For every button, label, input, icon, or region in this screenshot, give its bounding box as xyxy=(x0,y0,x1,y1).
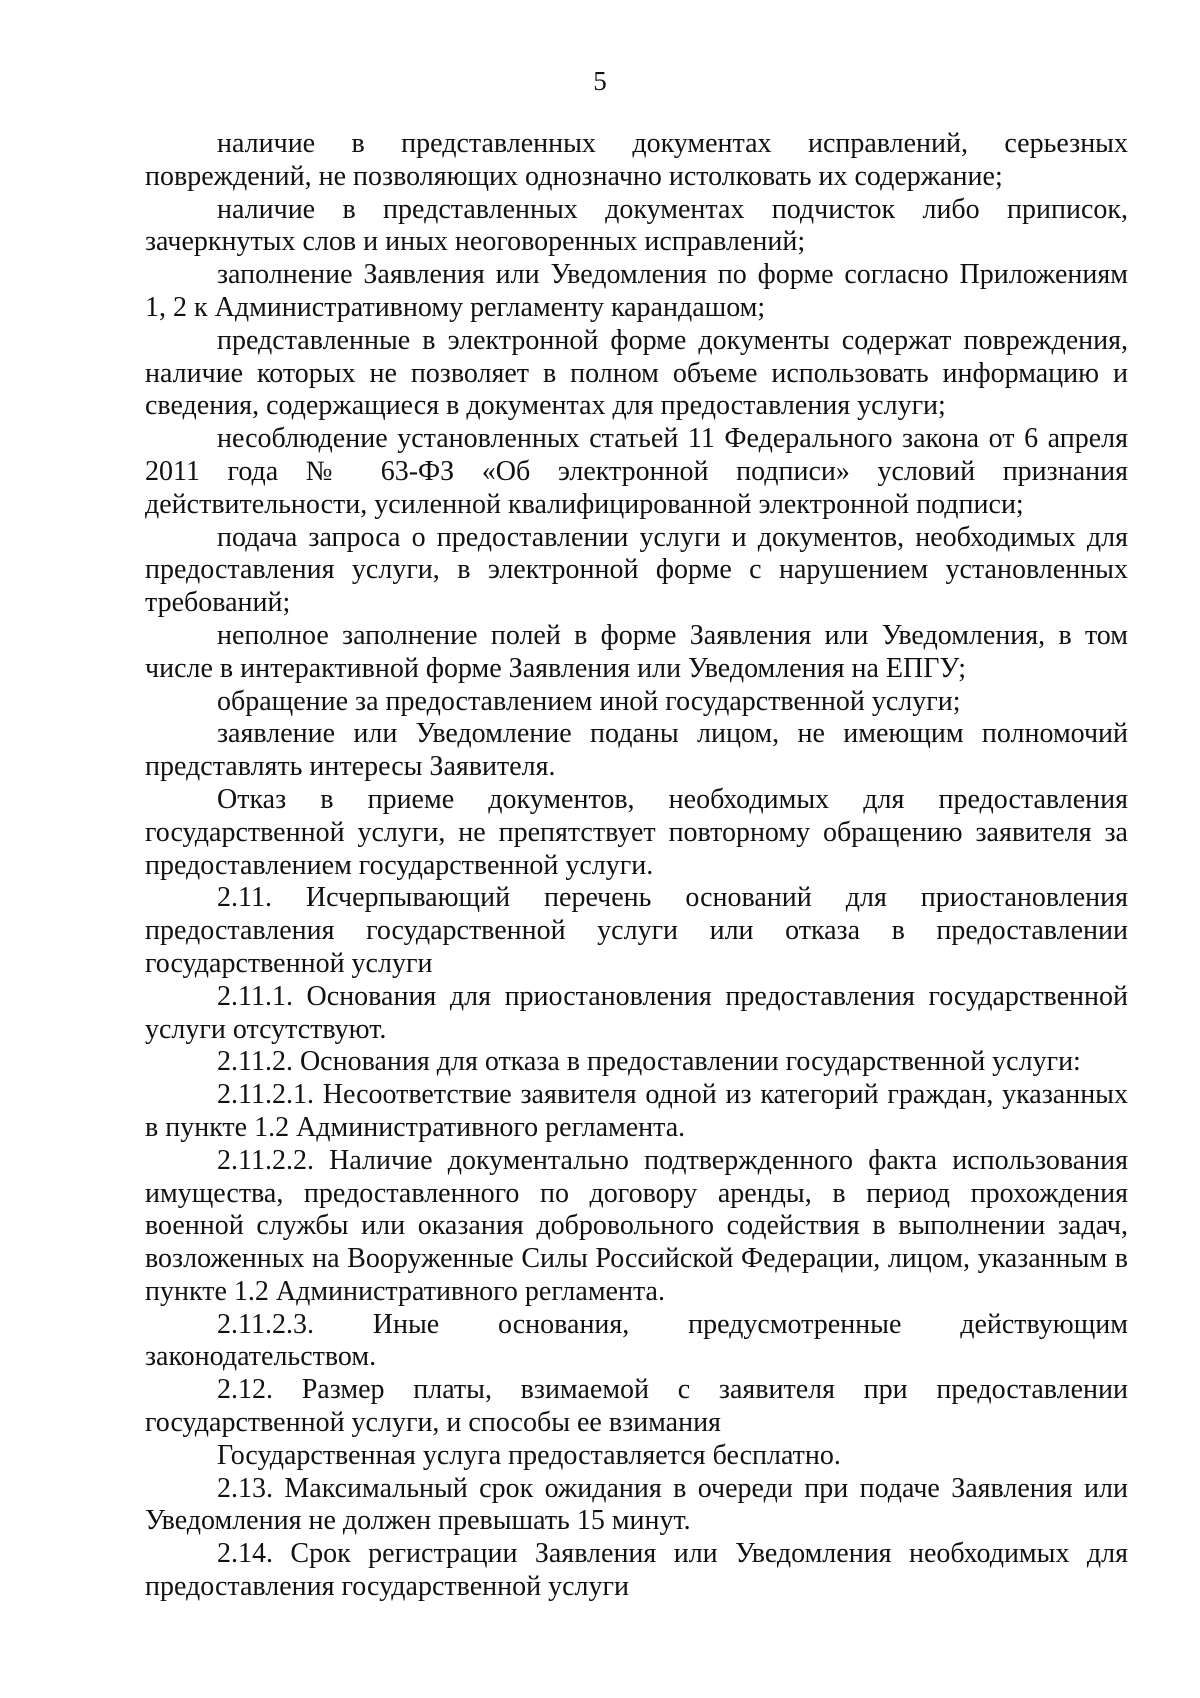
paragraph: представленные в электронной форме документы содержат повреждения, наличие которых не позволяет в полном объеме использовать информацию и сведения, содержащиеся в документах для предоставления услуги; xyxy=(145,324,1128,422)
section-heading: 2.14. Срок регистрации Заявления или Уведомления необходимых для предоставления государственной услуги xyxy=(145,1538,1128,1603)
paragraph: заполнение Заявления или Уведомления по форме согласно Приложениям 1, 2 к Административному регламенту карандашом; xyxy=(145,259,1128,323)
paragraph: неполное заполнение полей в форме Заявления или Уведомления, в том числе в интерактивной форме Заявления или Уведомления на ЕПГУ; xyxy=(145,619,1128,684)
paragraph: наличие в представленных документах подчисток либо приписок, зачеркнутых слов и иных неоговоренных исправлений; xyxy=(145,193,1128,258)
paragraph: обращение за предоставлением иной государственной услуги; xyxy=(217,685,961,717)
section-heading: 2.11. Исчерпывающий перечень оснований для приостановления предоставления государственной услуги или отказа в предоставлении государственной услуги xyxy=(145,882,1128,979)
paragraph: Государственная услуга предоставляется бесплатно. xyxy=(217,1439,841,1471)
paragraph: 2.11.2. Основания для отказа в предоставлении государственной услуги: xyxy=(217,1046,1081,1078)
paragraph: 2.11.2.1. Несоответствие заявителя одной из категорий граждан, указанных в пункте 1.2 Административного регламента. xyxy=(145,1079,1128,1143)
paragraph: 2.11.2.2. Наличие документально подтвержденного факта использования имущества, предоставленного по договору аренды, в период прохождения военной службы или оказания добровольного содействия в выполнении задач, возложенных на Вооруженные Силы Российской Федерации, лицом, указанным в пункте 1.2 Административного регламента. xyxy=(145,1144,1128,1307)
section-heading: 2.12. Размер платы, взимаемой с заявителя при предоставлении государственной услуги, и способы ее взимания xyxy=(145,1374,1128,1439)
document-body xyxy=(145,128,1128,1604)
paragraph: 2.11.1. Основания для приостановления предоставления государственной услуги отсутствуют. xyxy=(145,980,1128,1045)
paragraph: наличие в представленных документах исправлений, серьезных повреждений, не позволяющих однозначно истолковать их содержание; xyxy=(145,128,1128,192)
page-number: 5 xyxy=(593,66,607,96)
paragraph: несоблюдение установленных статьей 11 Федерального закона от 6 апреля 2011 года № 63-ФЗ «Об электронной подписи» условий признания действительности, усиленной квалифицированной электронной подписи; xyxy=(145,423,1128,520)
paragraph: заявление или Уведомление поданы лицом, не имеющим полномочий представлять интересы Заявителя. xyxy=(145,718,1128,783)
paragraph: 2.11.2.3. Иные основания, предусмотренные действующим законодательством. xyxy=(145,1308,1128,1373)
paragraph: 2.13. Максимальный срок ожидания в очереди при подаче Заявления или Уведомления не должен превышать 15 минут. xyxy=(145,1472,1128,1537)
paragraph: Отказ в приеме документов, необходимых для предоставления государственной услуги, не препятствует повторному обращению заявителя за предоставлением государственной услуги. xyxy=(145,783,1128,881)
paragraph: подача запроса о предоставлении услуги и документов, необходимых для предоставления услуги, в электронной форме с нарушением установленных требований; xyxy=(145,521,1128,619)
